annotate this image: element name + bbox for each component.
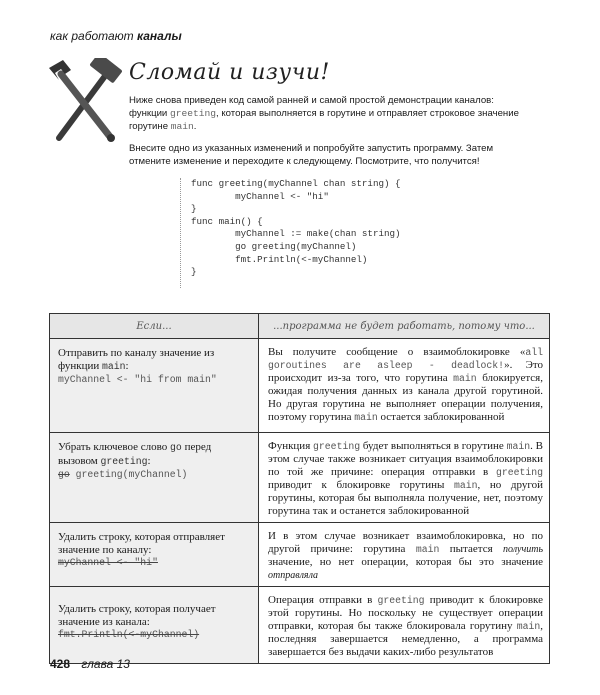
- code-line: func main() {: [191, 215, 263, 227]
- code-line: func greeting(myChannel chan string) {: [191, 178, 401, 189]
- code-line: fmt.Println(<-myChannel): [191, 253, 368, 265]
- table-row: [50, 587, 550, 664]
- column-header-then: ...программа не будет работать, потому что...: [259, 314, 550, 339]
- intro-text: [129, 94, 524, 177]
- table-header-row: [50, 314, 550, 339]
- table-row: [50, 433, 550, 523]
- code-line: }: [191, 203, 197, 215]
- code-listing: [180, 178, 420, 288]
- experiments-table: [49, 313, 550, 664]
- table-cell-change: Удалить строку, которая отправляет значение по каналу: myChannel <- "hi": [50, 523, 259, 587]
- chapter-label: глава 13: [81, 657, 130, 671]
- intro-paragraph-1: Ниже снова приведен код самой ранней и самой простой демонстрации каналов: функции greeting, которая выполняется в горутине и отправляет строковое значение горутине main.: [129, 95, 519, 132]
- table-cell-result: Функция greeting будет выполняться в горутине main. В этом случае также возникает ситуация взаимоблокировки по той же причине: операция отправки в greeting приводит к блокировке горутины main, но другой горутины, которая бы выполняла получение, нет, поэтому горутина так и останется заблокированной: [259, 433, 550, 523]
- code-line: }: [191, 266, 197, 278]
- page-number: 428: [50, 657, 71, 671]
- running-head: [50, 29, 182, 43]
- column-header-if: Если...: [50, 314, 259, 339]
- page-footer: [50, 657, 130, 671]
- running-head-topic: каналы: [137, 29, 182, 43]
- table-cell-change: Отправить по каналу значение из функции main: myChannel <- "hi from main": [50, 339, 259, 433]
- section-title: Сломай и изучи!: [129, 60, 330, 85]
- table-cell-change: Удалить строку, которая получает значение из канала: fmt.Println(<-myChannel): [50, 587, 259, 664]
- running-head-prefix: как работают: [50, 29, 134, 43]
- table-cell-change: Убрать ключевое слово go перед вызовом greeting: go greeting(myChannel): [50, 433, 259, 523]
- code-line: go greeting(myChannel): [191, 240, 357, 252]
- table-cell-result: Операция отправки в greeting приводит к блокировке этой горутины. Но поскольку не существует операции отправки, которая бы также блокировала горутину main, последняя завершается немедленно, а программа завершается без выдачи каких-либо результатов: [259, 587, 550, 664]
- wrench-hammer-icon: [45, 58, 125, 144]
- intro-paragraph-2: Внесите одно из указанных изменений и попробуйте запустить программу. Затем отмените изменение и переходите к следующему. Посмотрите, что получится!: [129, 143, 494, 167]
- table-row: [50, 339, 550, 433]
- code-line: myChannel <- "hi": [191, 190, 329, 202]
- code-line: myChannel := make(chan string): [191, 228, 401, 240]
- table-cell-result: Вы получите сообщение о взаимоблокировке «all goroutines are asleep - deadlock!». Это происходит из-за того, что горутина main блокируется, ожидая получения данных из канала другой горутиной. Но другая горутина не выполняет операции получения, поэтому горутина main остается заблокированной: [259, 339, 550, 433]
- table-row: [50, 523, 550, 587]
- table-cell-result: И в этом случае возникает взаимоблокировка, но по другой причине: горутина main пытается получить значение, но нет операции, которая бы это значение отправляла: [259, 523, 550, 587]
